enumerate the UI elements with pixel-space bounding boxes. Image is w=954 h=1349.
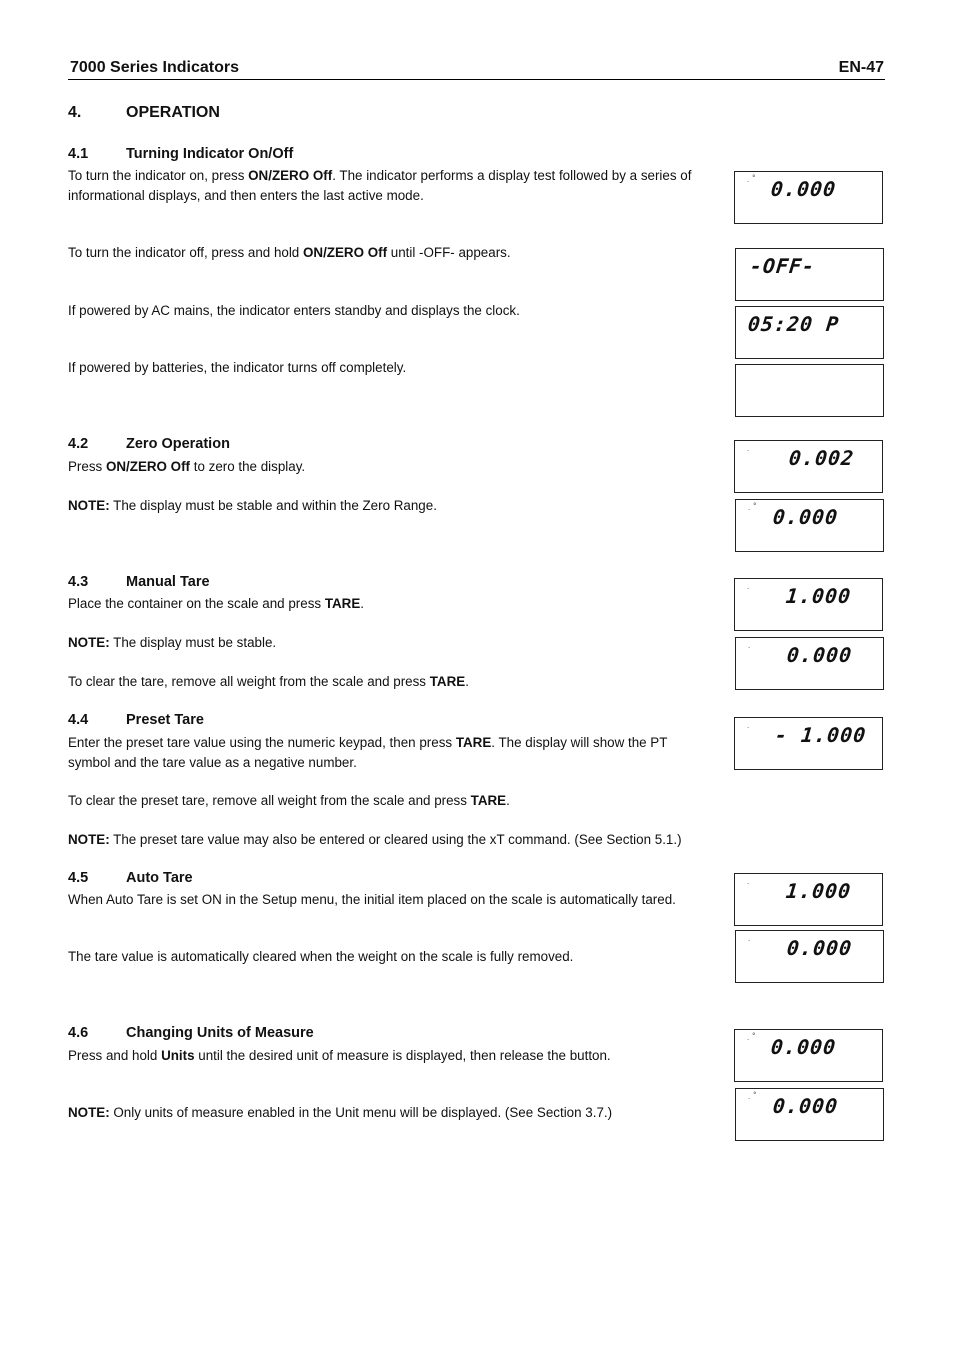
lcd-display [735, 930, 884, 983]
section-heading-4-4 [68, 712, 668, 730]
lcd-reading: 1.000 [784, 584, 853, 608]
note-manual-tare: NOTE: The display must be stable. [68, 635, 277, 650]
key-tare: TARE [324, 596, 361, 611]
stable-indicator-icon: · [747, 724, 750, 732]
paragraph-auto-tare: When Auto Tare is set ON in the Setup menu, the initial item placed on the scale is automatically tared. [68, 892, 676, 907]
lcd-reading: 0.002 [787, 446, 856, 470]
lcd-reading: 0.000 [771, 1094, 840, 1118]
lcd-reading: - 1.000 [773, 723, 868, 747]
center-zero-indicator-icon: ° [752, 174, 756, 182]
paragraph-turn-off: To turn the indicator off, press and hold ON/ZERO Off until -OFF- appears. [68, 245, 511, 260]
lcd-display [735, 306, 884, 359]
note-units: NOTE: Only units of measure enabled in the Unit menu will be displayed. (See Section 3.7.) [68, 1105, 613, 1120]
key-tare: TARE [455, 735, 492, 750]
lcd-reading: 1.000 [784, 879, 853, 903]
key-units: Units [161, 1048, 195, 1063]
paragraph-turn-on: To turn the indicator on, press ON/ZERO Off. The indicator performs a display test followed by a series of informational displays, and then enters the last active mode. [68, 168, 692, 203]
section-heading-4-2 [68, 436, 668, 454]
paragraph-ac-mains: If powered by AC mains, the indicator enters standby and displays the clock. [68, 303, 520, 318]
section-number: 4.2 [68, 436, 89, 452]
key-on-zero-off: ON/ZERO Off [302, 245, 388, 260]
lcd-reading: 0.000 [785, 936, 854, 960]
section-title: Turning Indicator On/Off [126, 146, 294, 162]
lcd-display [735, 637, 884, 690]
lcd-display [734, 873, 883, 926]
stable-indicator-icon: · [747, 447, 750, 455]
stable-indicator-icon: · [747, 880, 750, 888]
stable-indicator-icon: · [747, 585, 750, 593]
stable-indicator-icon: · [748, 1095, 751, 1103]
header-rule [68, 79, 885, 80]
lcd-display [734, 171, 883, 224]
section-number: 4.5 [68, 870, 89, 886]
page-number: EN-47 [838, 59, 884, 76]
note-zero: NOTE: The display must be stable and within the Zero Range. [68, 498, 437, 513]
lcd-display-blank [735, 364, 884, 417]
lcd-display [735, 248, 884, 301]
lcd-reading: 0.000 [769, 1035, 838, 1059]
stable-indicator-icon: · [748, 644, 751, 652]
lcd-display [735, 1088, 884, 1141]
key-tare: TARE [429, 674, 466, 689]
section-title: Manual Tare [126, 574, 210, 590]
note-label: NOTE: [68, 635, 110, 650]
lcd-display [735, 499, 884, 552]
lcd-display [734, 717, 883, 770]
paragraph-units: Press and hold Units until the desired unit of measure is displayed, then release the button. [68, 1048, 611, 1063]
section-title: Zero Operation [126, 436, 230, 452]
paragraph-clear-preset-tare: To clear the preset tare, remove all weight from the scale and press TARE. [68, 793, 510, 808]
note-preset-tare: NOTE: The preset tare value may also be entered or cleared using the xT command. (See Section 5.1.) [68, 832, 682, 847]
lcd-display [734, 578, 883, 631]
note-label: NOTE: [68, 1105, 110, 1120]
section-heading-4-5 [68, 870, 668, 888]
chapter-number: 4. [68, 104, 82, 121]
lcd-display [734, 440, 883, 493]
note-label: NOTE: [68, 832, 110, 847]
lcd-reading: 0.000 [785, 643, 854, 667]
key-on-zero-off: ON/ZERO Off [248, 168, 333, 183]
stable-indicator-icon: · [748, 506, 751, 514]
section-number: 4.3 [68, 574, 89, 590]
section-title: Auto Tare [126, 870, 193, 886]
lcd-reading: -OFF- [748, 254, 817, 278]
paragraph-manual-tare: Place the container on the scale and press TARE. [68, 596, 365, 611]
paragraph-zero: Press ON/ZERO Off to zero the display. [68, 459, 306, 474]
paragraph-batteries: If powered by batteries, the indicator turns off completely. [68, 360, 407, 375]
section-title: Preset Tare [126, 712, 204, 728]
section-number: 4.1 [68, 146, 89, 162]
lcd-reading: 05:20 P [746, 312, 841, 336]
center-zero-indicator-icon: ° [753, 1091, 757, 1099]
chapter-heading [68, 104, 668, 124]
section-number: 4.6 [68, 1025, 89, 1041]
section-heading-4-1 [68, 146, 668, 164]
section-title: Changing Units of Measure [126, 1025, 314, 1041]
center-zero-indicator-icon: ° [753, 502, 757, 510]
lcd-reading: 0.000 [771, 505, 840, 529]
center-zero-indicator-icon: ° [752, 1032, 756, 1040]
paragraph-preset-tare: Enter the preset tare value using the numeric keypad, then press TARE. The display will show the PT symbol and the tare value as a negative number. [68, 735, 668, 770]
lcd-reading: 0.000 [769, 177, 838, 201]
section-heading-4-6 [68, 1025, 668, 1043]
note-label: NOTE: [68, 498, 110, 513]
stable-indicator-icon: · [747, 178, 750, 186]
document-title: 7000 Series Indicators [70, 59, 239, 76]
section-heading-4-3 [68, 574, 668, 592]
paragraph-auto-clear: The tare value is automatically cleared when the weight on the scale is fully removed. [68, 949, 574, 964]
key-on-zero-off: ON/ZERO Off [105, 459, 191, 474]
paragraph-clear-tare: To clear the tare, remove all weight from the scale and press TARE. [68, 674, 469, 689]
stable-indicator-icon: · [748, 937, 751, 945]
stable-indicator-icon: · [747, 1036, 750, 1044]
chapter-title: OPERATION [126, 104, 220, 121]
section-number: 4.4 [68, 712, 89, 728]
key-tare: TARE [470, 793, 507, 808]
lcd-display [734, 1029, 883, 1082]
